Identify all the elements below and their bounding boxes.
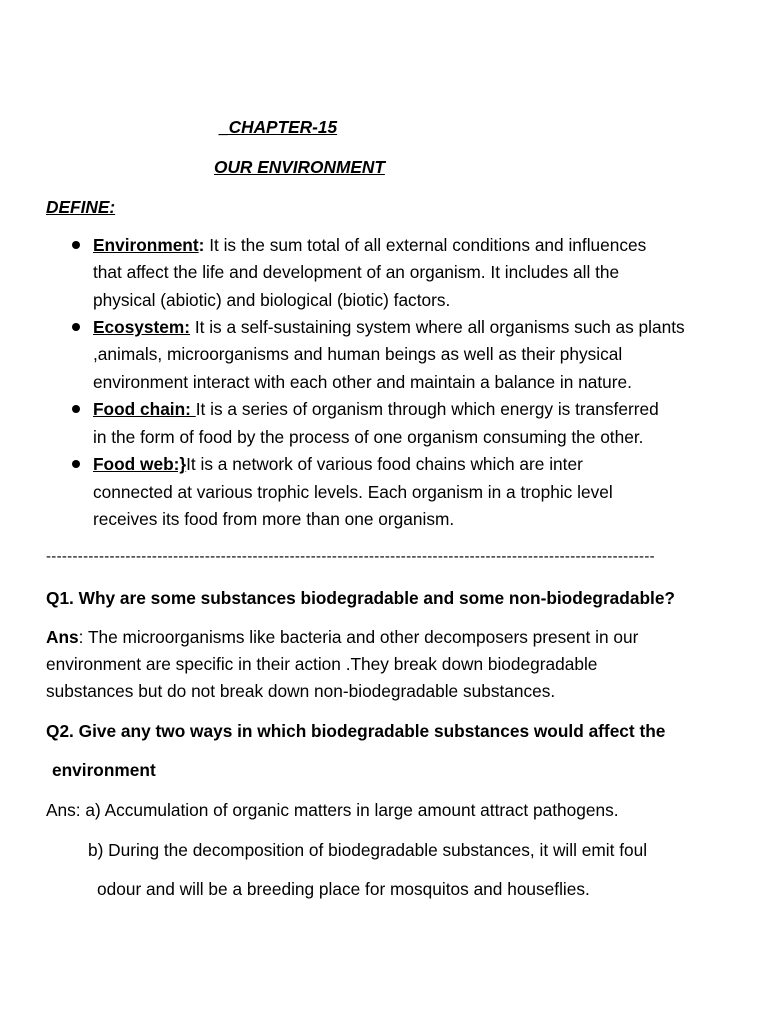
define-heading: DEFINE: xyxy=(46,197,116,217)
answer-2a: Ans: a) Accumulation of organic matters in large amount attract pathogens. xyxy=(46,800,619,820)
answer-text: substances but do not break down non-biodegradable substances. xyxy=(46,681,556,701)
term-environment: Environment xyxy=(93,235,199,255)
definition-text: receives its food from more than one organism. xyxy=(93,509,455,529)
definition-environment xyxy=(93,234,646,256)
bullet-icon xyxy=(72,405,80,413)
dashed-divider: ------------------------------------------------------------------------------------------------------------------- xyxy=(46,548,655,565)
definition-text: in the form of food by the process of one organism consuming the other. xyxy=(93,427,644,447)
definition-text: environment interact with each other and maintain a balance in nature. xyxy=(93,372,632,392)
answer-label: Ans xyxy=(46,627,79,647)
definition-text: physical (abiotic) and biological (biotic) factors. xyxy=(93,290,451,310)
definition-text: It is a series of organism through which energy is transferred xyxy=(195,399,659,419)
answer-text: : The microorganisms like bacteria and other decomposers present in our xyxy=(78,627,639,647)
answer-2b: b) During the decomposition of biodegradable substances, it will emit foul xyxy=(88,840,648,860)
answer-text: environment are specific in their action .They break down biodegradable xyxy=(46,654,598,674)
question-2-continued: environment xyxy=(52,760,156,780)
term-food-web: Food web:} xyxy=(93,454,187,474)
bullet-icon xyxy=(72,241,80,249)
bullet-icon xyxy=(72,460,80,468)
page-title: OUR ENVIRONMENT xyxy=(214,157,385,177)
definition-food-chain xyxy=(93,398,659,420)
term-food-chain: Food chain: xyxy=(93,399,196,419)
term-ecosystem: Ecosystem: xyxy=(93,317,191,337)
definition-text: It is a network of various food chains which are inter xyxy=(186,454,583,474)
chapter-heading: _CHAPTER-15 xyxy=(219,117,338,137)
definition-text: It is the sum total of all external conditions and influences xyxy=(204,235,647,255)
answer-2b-continued: odour and will be a breeding place for mosquitos and houseflies. xyxy=(97,879,590,899)
definition-text: ,animals, microorganisms and human beings as well as their physical xyxy=(93,344,623,364)
definition-text: It is a self-sustaining system where all organisms such as plants xyxy=(190,317,685,337)
definition-text: connected at various trophic levels. Each organism in a trophic level xyxy=(93,482,613,502)
definition-ecosystem xyxy=(93,316,685,338)
question-1: Q1. Why are some substances biodegradable and some non-biodegradable? xyxy=(46,588,675,608)
answer-1-line xyxy=(46,626,638,648)
term-separator: : xyxy=(198,235,205,255)
bullet-icon xyxy=(72,323,80,331)
question-2: Q2. Give any two ways in which biodegradable substances would affect the xyxy=(46,721,666,741)
definition-food-web xyxy=(93,453,583,475)
definition-text: that affect the life and development of an organism. It includes all the xyxy=(93,262,620,282)
